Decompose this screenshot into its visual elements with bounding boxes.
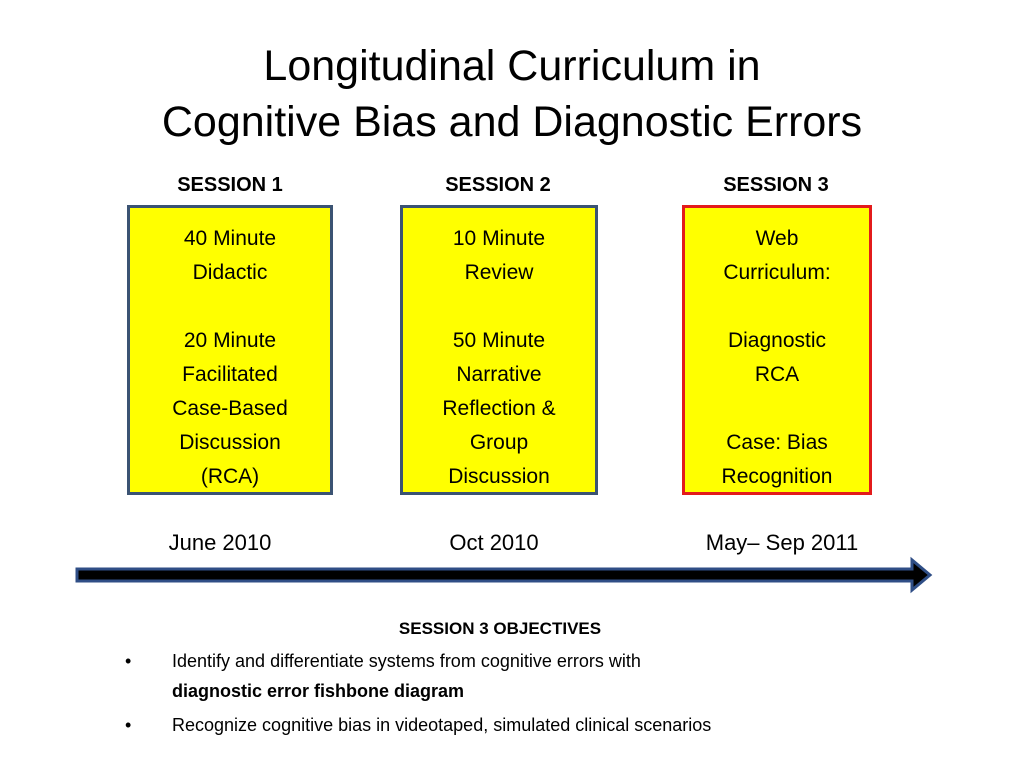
arrow-shape: [77, 560, 930, 590]
session-3-line: Curriculum:: [723, 261, 831, 284]
session-3-line: Web: [755, 227, 799, 250]
session-1-label: SESSION 1: [177, 174, 283, 196]
session-1-line: 20 Minute: [183, 329, 277, 352]
objective-item: [0, 710, 1024, 740]
session-1-date: June 2010: [168, 530, 272, 555]
bullet-icon: •: [125, 651, 132, 671]
session-1-line: Didactic: [192, 261, 268, 284]
session-2-label: SESSION 2: [445, 174, 551, 196]
session-3-box: [682, 205, 872, 495]
session-2-line: 50 Minute: [452, 329, 546, 352]
objectives-title: SESSION 3 OBJECTIVES: [398, 619, 602, 638]
session-1-box: [127, 205, 333, 495]
session-1-line: [130, 290, 330, 324]
objective-bold-text: diagnostic error fishbone diagram: [172, 681, 465, 701]
slide-title: [0, 38, 1024, 150]
session-2-line: [403, 290, 595, 324]
objective-text: Identify and differentiate systems from cognitive errors with: [172, 651, 641, 671]
session-2-line: Group: [469, 431, 529, 454]
session-1-line: (RCA): [200, 465, 260, 488]
session-3-line: [685, 392, 869, 426]
session-3-line: Diagnostic: [727, 329, 827, 352]
title-line-2: Cognitive Bias and Diagnostic Errors: [161, 98, 863, 146]
objectives-list: [0, 646, 1024, 740]
session-1-line: Discussion: [179, 431, 281, 454]
session-2-line: Narrative: [456, 363, 542, 386]
session-1-line: Case-Based: [172, 397, 288, 420]
session-1-line: Facilitated: [182, 363, 278, 386]
session-1-line: 40 Minute: [183, 227, 277, 250]
objective-item: [0, 646, 1024, 710]
session-3-date: May– Sep 2011: [705, 530, 859, 555]
session-2-line: 10 Minute: [452, 227, 546, 250]
session-3-line: Case: Bias: [726, 431, 828, 454]
session-2-date: Oct 2010: [449, 530, 539, 555]
title-line-1: Longitudinal Curriculum in: [263, 42, 761, 90]
session-3-line: RCA: [754, 363, 800, 386]
bullet-icon: •: [125, 715, 132, 735]
timeline-arrow-graphic: [0, 555, 1024, 605]
session-2-line: Reflection &: [442, 397, 556, 420]
timeline-arrow: [0, 555, 1024, 610]
session-3-line: Recognition: [721, 465, 833, 488]
session-3-line: [685, 290, 869, 324]
session-3-label: SESSION 3: [723, 174, 829, 196]
session-2-line: Discussion: [448, 465, 550, 488]
session-2-box: [400, 205, 598, 495]
session-2-line: Review: [464, 261, 534, 284]
objective-text: Recognize cognitive bias in videotaped, simulated clinical scenarios: [172, 715, 712, 735]
